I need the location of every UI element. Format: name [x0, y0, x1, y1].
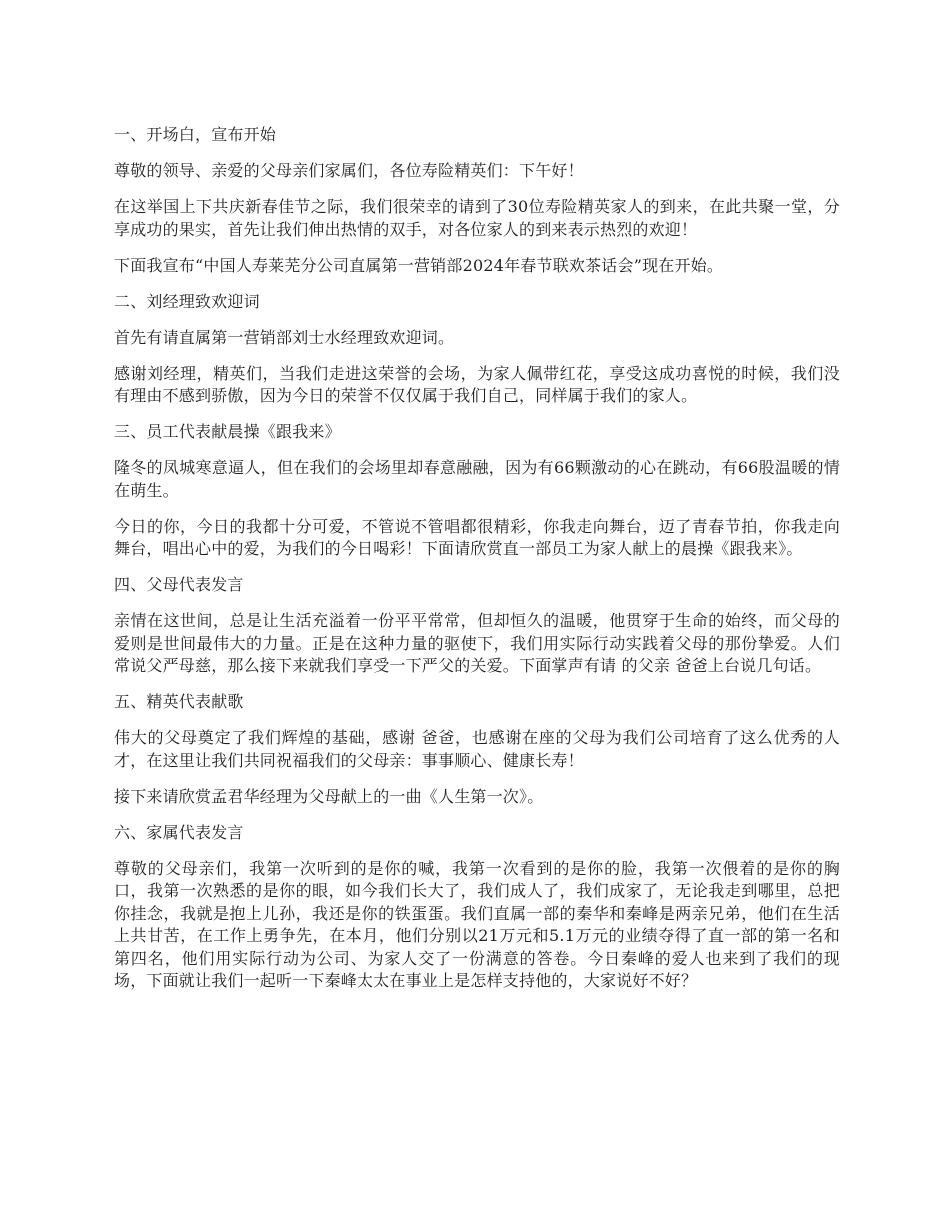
paragraph: 伟大的父母奠定了我们辉煌的基础，感谢 爸爸，也感谢在座的父母为我们公司培育了这么优秀的人才，在这里让我们共同祝福我们的父母亲：事事顺心、健康长寿！	[114, 728, 840, 770]
paragraph: 下面我宣布“中国人寿莱芜分公司直属第一营销部2024年春节联欢茶话会”现在开始。	[114, 255, 724, 275]
paragraph: 尊敬的领导、亲爱的父母亲们家属们，各位寿险精英们：下午好！	[114, 161, 584, 180]
paragraph: 尊敬的父母亲们，我第一次听到的是你的喊，我第一次看到的是你的脸，我第一次偎着的是你的胸口，我第一次熟悉的是你的眼，如今我们长大了，我们成人了，我们成家了，无论我走到哪里，总把你挂念，我就是抱上儿孙，我还是你的铁蛋蛋。我们直属一部的秦华和秦峰是两亲兄弟，他们在生活上共甘苦，在工作上勇争先，在本月，他们分别以21万元和5.1万元的业绩夺得了直一部的第一名和第四名，他们用实际行动为公司、为家人交了一份满意的答卷。今日秦峰的爱人也来到了我们的现场，下面就让我们一起听一下秦峰太太在事业上是怎样支持他的，大家说好不好？	[114, 858, 840, 990]
section-heading: 五、精英代表献歌	[114, 692, 244, 711]
paragraph: 感谢刘经理，精英们，当我们走进这荣誉的会场，为家人佩带红花，享受这成功喜悦的时候，我们没有理由不感到骄傲，因为今日的荣誉不仅仅属于我们自己，同样属于我们的家人。	[114, 363, 840, 405]
paragraph: 在这举国上下共庆新春佳节之际，我们很荣幸的请到了30位寿险精英家人的到来，在此共聚一堂，分享成功的果实，首先让我们伸出热情的双手，对各位家人的到来表示热烈的欢迎！	[114, 197, 840, 239]
paragraph: 今日的你，今日的我都十分可爱，不管说不管唱都很精彩，你我走向舞台，迈了青春节拍，你我走向舞台，唱出心中的爱，为我们的今日喝彩！下面请欣赏直一部员工为家人献上的晨操《跟我来》。	[114, 516, 840, 558]
paragraph: 亲情在这世间，总是让生活充溢着一份平平常常，但却恒久的温暖，他贯穿于生命的始终，而父母的爱则是世间最伟大的力量。正是在这种力量的驱使下，我们用实际行动实践着父母的那份挚爱。人们常说父严母慈，那么接下来就我们享受一下严父的关爱。下面掌声有请 的父亲 爸爸上台说几句话。	[114, 611, 840, 675]
paragraph: 隆冬的凤城寒意逼人，但在我们的会场里却春意融融，因为有66颗激动的心在跳动，有66股温暖的情在萌生。	[114, 458, 840, 500]
section-heading: 三、员工代表献晨操《跟我来》	[114, 422, 341, 441]
section-heading: 四、父母代表发言	[114, 575, 244, 594]
document-body	[114, 124, 840, 1006]
section-heading: 二、刘经理致欢迎词	[114, 291, 260, 311]
section-heading: 一、开场白，宣布开始	[114, 125, 277, 144]
paragraph: 首先有请直属第一营销部刘士水经理致欢迎词。	[114, 327, 455, 347]
paragraph: 接下来请欣赏孟君华经理为父母献上的一曲《人生第一次》。	[114, 786, 544, 806]
section-heading: 六、家属代表发言	[114, 822, 244, 842]
